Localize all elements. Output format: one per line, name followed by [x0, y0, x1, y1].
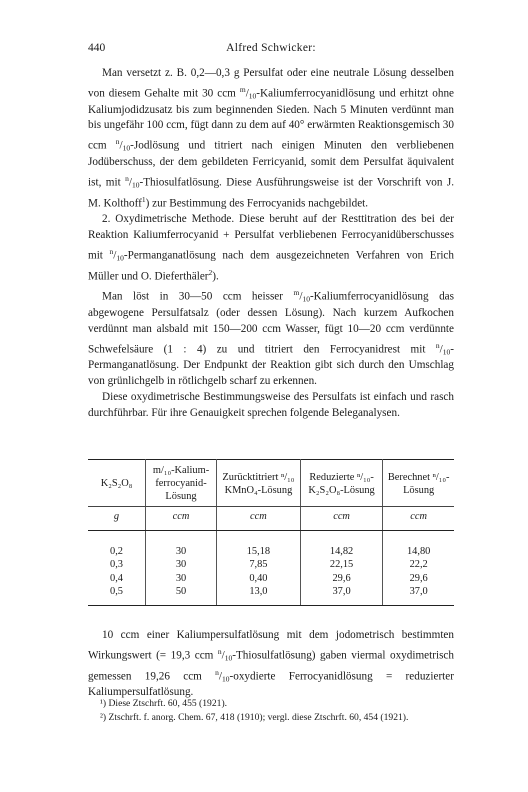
- table-cell: 37,0: [383, 585, 454, 605]
- text-run: -Jodlösung und titriert nach einigen Minuten den verbliebenen Jodüberschuss, der dem gebildeten Ferricyanid, somit dem Persulfat äquivalent ist, mit: [88, 140, 454, 189]
- text-run: -Kaliumferrocyanidlösung und erhitzt ohne Kaliumjodidzusatz bis zum beginnenden Sieden. Nach 5 Minuten verdünnt man bis ungefähr 100 ccm, fügt dann zu dem auf 40° erwärmten Reaktionsgemisch 30 ccm: [88, 87, 454, 153]
- paragraph-oxydimetric-method: [88, 212, 454, 285]
- fraction-slash: /: [128, 176, 132, 189]
- page-number: 440: [88, 42, 106, 54]
- running-title: Alfred Schwicker:: [226, 42, 316, 54]
- fraction-den: 10: [122, 144, 131, 154]
- table-cell: 14,80: [406, 545, 431, 557]
- text-run: -Permanganatlösung. Der Endpunkt der Reaktion gibt sich durch den Umschlag von grünlichgelb in rötlichgelb scharf zu erkennen.: [88, 343, 454, 388]
- table-row: [88, 558, 454, 572]
- text-run: -Kaliumferrocyanidlösung das abgewogene Persulfatsalz (oder dessen Lösung). Nach kurzem Aufkochen verdünnt man alsbald mit 150—200 ccm Wasser, fügt 10—20 ccm verdünnte Schwefelsäure (1 : 4) zu und titriert den Ferrocyanidrest mit: [88, 291, 454, 356]
- table-cell: 14,82: [300, 530, 383, 558]
- fraction-slash: /: [119, 140, 123, 153]
- text-run: Man versetzt z. B. 0,2—0,3 g Persulfat oder eine neutrale Lösung desselben von diesem Gehalte mit 30 ccm: [88, 67, 454, 100]
- footnote-ref[interactable]: 1: [141, 194, 146, 204]
- table-row: [88, 572, 454, 586]
- fraction-slash: /: [439, 343, 443, 356]
- table-cell: 30: [146, 558, 217, 572]
- table-cell: 0,5: [88, 585, 146, 605]
- text-run: -oxydierte Ferrocyanidlösung = reduzierter Kaliumpersulfatlösung.: [88, 670, 454, 699]
- table-cell: 37,0: [300, 585, 383, 605]
- fraction-num: n: [115, 137, 120, 147]
- table-header-row: [88, 460, 454, 507]
- paragraph-method-steps: [88, 285, 454, 390]
- table-cell: 7,85: [217, 558, 301, 572]
- table-units-row: [88, 507, 454, 531]
- fraction-slash: /: [218, 670, 223, 683]
- body-text: [88, 66, 454, 422]
- unit-cell: ccm: [217, 507, 301, 531]
- col-header-ferrocyanide: m/₁₀-Kalium-ferrocyanid-Lösung: [146, 460, 217, 507]
- fraction-num: n: [125, 173, 129, 183]
- table-cell: 0,2: [88, 530, 146, 558]
- post-table-text: [88, 628, 454, 701]
- text-run: ).: [212, 270, 219, 283]
- fraction-slash: /: [299, 291, 303, 304]
- col-header-calculated: Berechnet ⁿ/₁₀-Lösung: [383, 460, 454, 507]
- paragraph-evaluation: Diese oxydimetrische Bestimmungsweise des Persulfats ist einfach und rasch durchführbar. Für ihre Genauigkeit sprechen folgende Beleganalysen.: [88, 391, 454, 420]
- footnotes: [88, 697, 454, 724]
- paragraph-procedure: [88, 66, 454, 212]
- fraction-den: 10: [302, 295, 310, 305]
- fraction-den: 10: [131, 180, 140, 190]
- table-cell: 0,3: [88, 558, 146, 572]
- table-cell: 15,18: [217, 530, 301, 558]
- unit-cell: g: [88, 507, 146, 531]
- text-run: Man löst in 30—50 ccm heisser: [102, 291, 294, 304]
- fraction-den: 10: [248, 91, 257, 101]
- footnote-ref[interactable]: 2: [208, 267, 213, 277]
- analysis-table: [88, 459, 454, 606]
- table-cell: 0,40: [217, 572, 301, 586]
- fraction-den: 10: [222, 674, 230, 684]
- table-cell: 30: [146, 530, 217, 558]
- table-cell: 22,15: [300, 558, 383, 572]
- text-run: 10 ccm einer Kaliumpersulfatlösung mit dem jodometrisch bestimmten Wirkungswert (= 19,3 ccm: [88, 629, 454, 662]
- fraction-slash: /: [113, 249, 117, 262]
- footnote-1: ¹) Diese Ztschrft. 60, 455 (1921).: [100, 698, 228, 709]
- fraction-num: m: [239, 84, 246, 94]
- unit-cell: ccm: [383, 507, 454, 531]
- table-cell: 30: [146, 572, 217, 586]
- col-header-back-titrated: Zurücktitriert ⁿ/₁₀ KMnO₄-Lösung: [217, 460, 301, 507]
- col-header-reduced: Reduzierte ⁿ/₁₀-K₂S₂O₈-Lösung: [300, 460, 383, 507]
- unit-cell: ccm: [146, 507, 217, 531]
- table-cell: 29,6: [409, 572, 428, 584]
- text-run: ) zur Bestimmung des Ferrocyanids nachgebildet.: [145, 197, 369, 210]
- fraction-slash: /: [221, 649, 225, 662]
- fraction-den: 10: [442, 347, 451, 357]
- fraction-den: 10: [224, 653, 233, 663]
- text-run: -Permanganatlösung nach dem ausgezeichneten Verfahren von Erich Müller und O. Dieferthäler: [88, 249, 454, 283]
- table-cell: 0,4: [88, 572, 146, 586]
- footnote-2: ²) Ztschrft. f. anorg. Chem. 67, 418 (1910); vergl. diese Ztschrft. 60, 454 (1921).: [100, 711, 409, 723]
- text-run: 2. Oxydimetrische Methode. Diese beruht auf der Resttitration des bei der Reaktion Kaliumferrocyanid + Persulfat verbliebenen Ferrocyanidüberschusses mit: [88, 213, 454, 262]
- col-header-salt: K₂S₂O₈: [88, 460, 146, 507]
- fraction-slash: /: [245, 87, 249, 100]
- fraction-num: m: [293, 288, 300, 298]
- text-run: -Thiosulfatlösung. Diese Ausführungsweise ist der Vorschrift von J. M. Kolthoff: [88, 176, 454, 210]
- table-cell: 13,0: [217, 585, 301, 605]
- table-cell: 22,2: [409, 559, 428, 570]
- unit-cell: ccm: [300, 507, 383, 531]
- table-cell: 29,6: [300, 572, 383, 586]
- fraction-den: 10: [116, 253, 124, 263]
- table-row: [88, 530, 454, 558]
- paragraph-verification: [88, 628, 454, 701]
- page-header: [88, 42, 454, 56]
- table-cell: 50: [146, 585, 217, 605]
- fraction-num: n: [215, 667, 219, 677]
- table-row: [88, 585, 454, 605]
- fraction-num: n: [217, 646, 222, 656]
- fraction-num: n: [435, 340, 440, 350]
- fraction-num: n: [109, 247, 114, 256]
- text-run: -Thiosulfatlösung) gaben viermal oxydimetrisch gemessen 19,26 ccm: [88, 649, 454, 683]
